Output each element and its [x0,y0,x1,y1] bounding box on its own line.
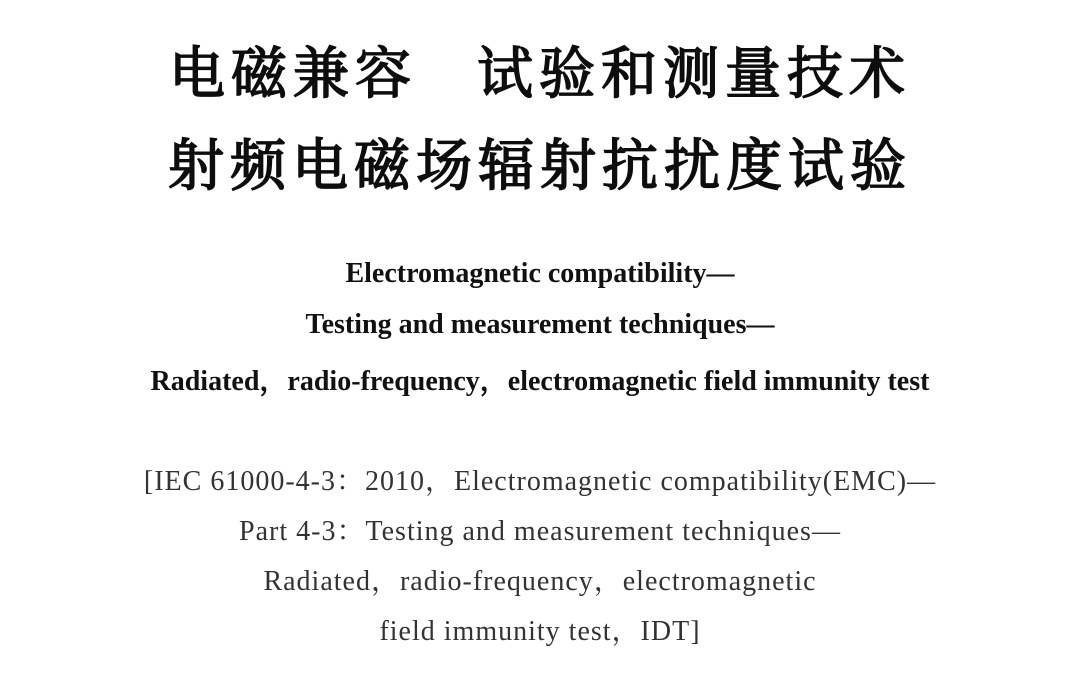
iec-reference-line-2: Part 4-3：Testing and measurement techniques— [239,516,841,547]
chinese-title-part-2: 试验和测量技术 [477,42,911,107]
iec-reference-line-3: Radiated，radio-frequency，electromagnetic [263,566,817,597]
iec-reference-line-4: field immunity test，IDT] [379,616,701,647]
chinese-title-part-1: 电磁兼容 [169,42,417,107]
iec-reference-line-1: [IEC 61000-4-3：2010，Electromagnetic compatibility(EMC)— [143,466,937,497]
english-title-line-2: Testing and measurement techniques— [305,309,775,340]
chinese-title-line-2: 射频电磁场辐射抗扰度试验 [168,134,912,199]
english-title-line-3: Radiated，radio-frequency，electromagnetic field immunity test [150,366,930,397]
english-title-line-1: Electromagnetic compatibility— [345,258,735,289]
chinese-title-line-1 [0,30,1080,110]
